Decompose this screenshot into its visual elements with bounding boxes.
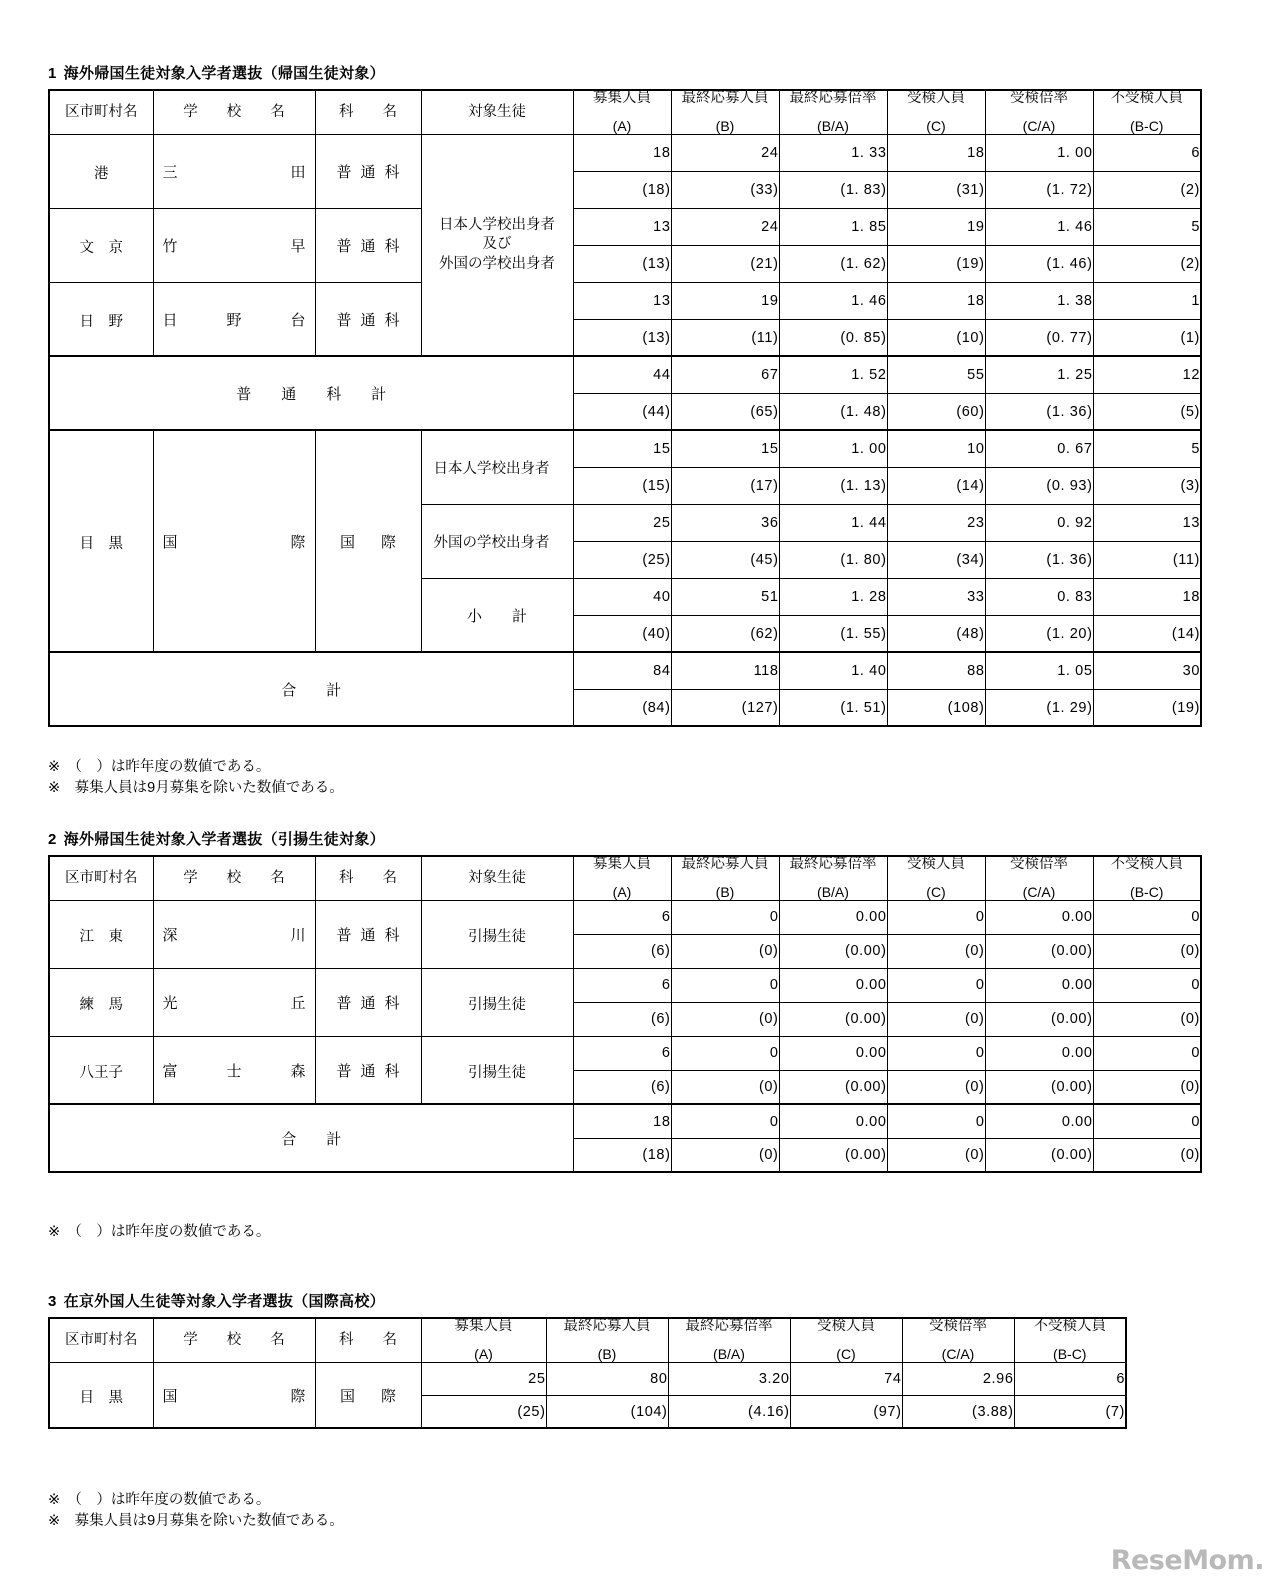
cell-absentees-prev: (3) [1093,467,1201,504]
course-name-text: 普 通 科 [336,163,400,181]
section-3-notes [48,1490,344,1532]
cell-absentees: 0 [1093,1036,1201,1070]
col-municipality: 区市町村名 [49,856,153,900]
table-row [49,134,1201,171]
cell-exam-ratio-prev: (0.00) [985,934,1093,968]
table-total-row [49,652,1201,689]
cell-absentees-prev: (0) [1093,1002,1201,1036]
cell-school-name [153,282,315,356]
cell-capacity-prev: (18) [573,1138,671,1172]
cell-absentees: 0 [1093,900,1201,934]
cell-exam-ratio: 1. 00 [985,134,1093,171]
cell-exam-ratio: 0.00 [985,1104,1093,1138]
cell-exam-ratio: 1. 05 [985,652,1093,689]
col-final-ratio: 最終応募倍率 (B/A) [779,90,887,134]
resemom-watermark [1111,1545,1264,1576]
cell-school-name [153,208,315,282]
cell-ratio: 1. 44 [779,504,887,541]
cell-course-name [315,900,421,968]
cell-applicants-prev: (45) [671,541,779,578]
table-2 [48,855,1202,1173]
cell-examinees: 0 [887,1036,985,1070]
col-exam-ratio: 受検倍率 (C/A) [902,1318,1014,1362]
col-examinees: 受検人員 (C) [887,856,985,900]
cell-absentees-prev: (2) [1093,171,1201,208]
cell-absentees: 6 [1014,1362,1126,1395]
cell-examinees: 18 [887,282,985,319]
school-name-text: 日 野 台 [162,311,306,329]
cell-ratio-prev: (1. 13) [779,467,887,504]
cell-applicants: 0 [671,1104,779,1138]
cell-course-name [315,968,421,1036]
col-school-name: 学 校 名 [153,90,315,134]
course-name-text: 普 通 科 [336,311,400,329]
cell-capacity: 84 [573,652,671,689]
col-absentees: 不受検人員 (B-C) [1093,90,1201,134]
col-target-students: 対象生徒 [421,90,573,134]
cell-capacity-prev: (13) [573,319,671,356]
section-1-title [48,62,1202,89]
section-1-heading: 海外帰国生徒対象入学者選抜（帰国生徒対象） [63,65,385,82]
cell-course-name [315,282,421,356]
cell-exam-ratio: 0.00 [985,900,1093,934]
cell-examinees-prev: (0) [887,934,985,968]
cell-capacity-prev: (13) [573,245,671,282]
cell-municipality: 八王子 [49,1036,153,1104]
col-examinees: 受検人員 (C) [887,90,985,134]
cell-ratio-prev: (1. 80) [779,541,887,578]
cell-examinees-prev: (19) [887,245,985,282]
cell-target-students: 引揚生徒 [421,900,573,968]
cell-ratio-prev: (0.00) [779,1070,887,1104]
cell-applicants-prev: (127) [671,689,779,726]
cell-ratio: 0.00 [779,900,887,934]
note-line: ※ 募集人員は9月募集を除いた数値である。 [48,1513,344,1530]
cell-absentees-prev: (14) [1093,615,1201,652]
cell-ratio-prev: (4.16) [668,1395,790,1428]
course-name-text: 普 通 科 [336,237,400,255]
col-course-name: 科 名 [315,856,421,900]
col-capacity: 募集人員 (A) [421,1318,546,1362]
cell-ratio-prev: (1. 55) [779,615,887,652]
cell-target-students: 日本人学校出身者 [421,430,573,504]
cell-applicants: 118 [671,652,779,689]
cell-exam-ratio-prev: (0.00) [985,1070,1093,1104]
cell-examinees-prev: (60) [887,393,985,430]
school-name-text: 国 際 [162,533,306,551]
col-absentees: 不受検人員 (B-C) [1014,1318,1126,1362]
cell-applicants-prev: (0) [671,934,779,968]
note-line: ※ （ ）は昨年度の数値である。 [48,1492,271,1508]
cell-exam-ratio: 0. 67 [985,430,1093,467]
cell-school-name [153,900,315,968]
school-name-text: 国 際 [162,1387,306,1405]
cell-applicants: 15 [671,430,779,467]
total-label-text: 合 計 [281,681,342,699]
cell-absentees-prev: (11) [1093,541,1201,578]
cell-course-name [315,1362,421,1428]
col-school-name: 学 校 名 [153,856,315,900]
cell-examinees: 74 [790,1362,902,1395]
cell-target-students: 外国の学校出身者 [421,504,573,578]
cell-absentees-prev: (0) [1093,1138,1201,1172]
cell-exam-ratio-prev: (0. 77) [985,319,1093,356]
cell-capacity-prev: (40) [573,615,671,652]
cell-school-name [153,1362,315,1428]
total-label-text: 合 計 [281,1130,342,1148]
cell-examinees-prev: (0) [887,1138,985,1172]
cell-capacity: 40 [573,578,671,615]
note-line: ※ 募集人員は9月募集を除いた数値である。 [48,780,344,797]
cell-examinees: 0 [887,900,985,934]
watermark-text: ReseMom. [1110,1545,1264,1576]
cell-applicants-prev: (0) [671,1002,779,1036]
table-3-header-row [49,1318,1126,1362]
col-school-name: 学 校 名 [153,1318,315,1362]
col-final-ratio: 最終応募倍率 (B/A) [668,1318,790,1362]
cell-applicants: 0 [671,900,779,934]
cell-absentees: 0 [1093,968,1201,1002]
cell-ratio: 1. 52 [779,356,887,393]
cell-exam-ratio: 0.00 [985,968,1093,1002]
cell-exam-ratio: 2.96 [902,1362,1014,1395]
cell-examinees: 0 [887,968,985,1002]
cell-ratio-prev: (1. 83) [779,171,887,208]
cell-exam-ratio-prev: (1. 20) [985,615,1093,652]
cell-absentees: 1 [1093,282,1201,319]
col-absentees: 不受検人員 (B-C) [1093,856,1201,900]
cell-applicants-prev: (65) [671,393,779,430]
cell-capacity: 6 [573,968,671,1002]
subtotal-label-text: 小 計 [466,607,527,625]
cell-absentees: 12 [1093,356,1201,393]
cell-exam-ratio-prev: (0. 93) [985,467,1093,504]
cell-absentees: 18 [1093,578,1201,615]
col-capacity: 募集人員 (A) [573,90,671,134]
cell-exam-ratio: 1. 38 [985,282,1093,319]
cell-course-name [315,430,421,652]
cell-ratio: 1. 46 [779,282,887,319]
cell-applicants: 24 [671,134,779,171]
cell-capacity-prev: (6) [573,1002,671,1036]
col-final-applicants: 最終応募人員 (B) [546,1318,668,1362]
table-row [49,1036,1201,1070]
course-name-text: 普 通 科 [336,926,400,944]
section-2-title [48,828,1202,855]
school-name-text: 三 田 [162,163,306,181]
cell-absentees: 0 [1093,1104,1201,1138]
school-name-text: 深 川 [162,926,306,944]
section-3-title [48,1290,1127,1317]
target-group-text: 日本人学校出身者 及び 外国の学校出身者 [439,216,555,272]
section-2-number: 2 [48,831,57,848]
cell-ratio: 1. 85 [779,208,887,245]
cell-municipality: 日 野 [49,282,153,356]
cell-absentees: 5 [1093,430,1201,467]
cell-capacity: 6 [573,900,671,934]
cell-examinees: 18 [887,134,985,171]
cell-examinees: 88 [887,652,985,689]
cell-applicants-prev: (33) [671,171,779,208]
cell-ratio-prev: (0.00) [779,1002,887,1036]
cell-applicants: 51 [671,578,779,615]
cell-school-name [153,134,315,208]
cell-municipality: 江 東 [49,900,153,968]
cell-exam-ratio-prev: (1. 36) [985,393,1093,430]
cell-capacity: 13 [573,282,671,319]
table-1 [48,89,1202,727]
cell-examinees: 23 [887,504,985,541]
cell-ratio: 1. 00 [779,430,887,467]
cell-examinees: 19 [887,208,985,245]
cell-course-name [315,1036,421,1104]
cell-absentees-prev: (5) [1093,393,1201,430]
col-exam-ratio: 受検倍率 (C/A) [985,90,1093,134]
cell-ratio-prev: (1. 48) [779,393,887,430]
col-final-applicants: 最終応募人員 (B) [671,856,779,900]
cell-ratio: 1. 28 [779,578,887,615]
cell-absentees: 6 [1093,134,1201,171]
cell-applicants: 80 [546,1362,668,1395]
cell-target-group [421,134,573,356]
cell-capacity-prev: (25) [573,541,671,578]
cell-school-name [153,968,315,1036]
cell-exam-ratio-prev: (1. 72) [985,171,1093,208]
course-name-text: 国 際 [339,1387,397,1405]
cell-examinees-prev: (34) [887,541,985,578]
cell-examinees: 55 [887,356,985,393]
cell-total-label [49,652,573,726]
table-3 [48,1317,1127,1429]
cell-school-name [153,430,315,652]
cell-absentees: 30 [1093,652,1201,689]
table-row [49,968,1201,1002]
section-3-heading: 在京外国人生徒等対象入学者選抜（国際高校） [63,1293,385,1310]
cell-municipality: 文 京 [49,208,153,282]
col-final-ratio: 最終応募倍率 (B/A) [779,856,887,900]
cell-ratio: 0.00 [779,1036,887,1070]
course-name-text: 普 通 科 [336,1062,400,1080]
cell-ratio: 1. 33 [779,134,887,171]
section-3-number: 3 [48,1293,57,1310]
cell-examinees-prev: (0) [887,1002,985,1036]
col-municipality: 区市町村名 [49,1318,153,1362]
cell-applicants: 24 [671,208,779,245]
table-row [49,282,1201,319]
cell-capacity-prev: (84) [573,689,671,726]
table-row [49,208,1201,245]
cell-ratio: 3.20 [668,1362,790,1395]
section-1-notes [48,757,344,799]
cell-ratio-prev: (0.00) [779,1138,887,1172]
cell-applicants-prev: (11) [671,319,779,356]
table-subtotal-row [49,356,1201,393]
cell-applicants: 0 [671,968,779,1002]
cell-exam-ratio-prev: (1. 46) [985,245,1093,282]
cell-total-label [49,1104,573,1172]
cell-examinees: 0 [887,1104,985,1138]
cell-municipality: 目 黒 [49,1362,153,1428]
table-row [49,1362,1126,1395]
section-2-heading: 海外帰国生徒対象入学者選抜（引揚生徒対象） [63,831,385,848]
course-name-text: 普 通 科 [336,994,400,1012]
cell-examinees-prev: (14) [887,467,985,504]
cell-examinees-prev: (0) [887,1070,985,1104]
section-3 [48,1290,1127,1429]
cell-capacity-prev: (44) [573,393,671,430]
cell-exam-ratio: 1. 46 [985,208,1093,245]
cell-capacity-prev: (18) [573,171,671,208]
cell-capacity: 18 [573,1104,671,1138]
cell-capacity-prev: (6) [573,934,671,968]
cell-absentees: 5 [1093,208,1201,245]
cell-absentees-prev: (7) [1014,1395,1126,1428]
section-1-number: 1 [48,65,57,82]
cell-course-name [315,134,421,208]
cell-ratio-prev: (1. 51) [779,689,887,726]
cell-applicants: 67 [671,356,779,393]
table-row [49,900,1201,934]
cell-ratio-prev: (1. 62) [779,245,887,282]
cell-absentees: 13 [1093,504,1201,541]
cell-ratio: 1. 40 [779,652,887,689]
table-1-header-row [49,90,1201,134]
col-course-name: 科 名 [315,1318,421,1362]
col-final-applicants: 最終応募人員 (B) [671,90,779,134]
subtotal-label-text: 普 通 科 計 [236,385,387,403]
cell-absentees-prev: (0) [1093,934,1201,968]
cell-target-students [421,578,573,652]
school-name-text: 竹 早 [162,237,306,255]
cell-absentees-prev: (1) [1093,319,1201,356]
cell-applicants-prev: (0) [671,1138,779,1172]
col-municipality: 区市町村名 [49,90,153,134]
cell-capacity: 25 [421,1362,546,1395]
cell-ratio: 0.00 [779,968,887,1002]
cell-capacity: 18 [573,134,671,171]
table-2-header-row [49,856,1201,900]
cell-applicants-prev: (17) [671,467,779,504]
cell-exam-ratio-prev: (1. 29) [985,689,1093,726]
cell-ratio-prev: (0.00) [779,934,887,968]
cell-applicants: 36 [671,504,779,541]
cell-applicants-prev: (104) [546,1395,668,1428]
cell-subtotal-label [49,356,573,430]
cell-absentees-prev: (0) [1093,1070,1201,1104]
cell-municipality: 港 [49,134,153,208]
cell-exam-ratio-prev: (0.00) [985,1002,1093,1036]
section-1 [48,62,1202,727]
cell-exam-ratio-prev: (3.88) [902,1395,1014,1428]
cell-target-students: 引揚生徒 [421,1036,573,1104]
cell-capacity: 13 [573,208,671,245]
cell-exam-ratio: 1. 25 [985,356,1093,393]
col-course-name: 科 名 [315,90,421,134]
col-examinees: 受検人員 (C) [790,1318,902,1362]
cell-ratio: 0.00 [779,1104,887,1138]
cell-examinees: 10 [887,430,985,467]
cell-capacity-prev: (6) [573,1070,671,1104]
cell-capacity: 6 [573,1036,671,1070]
cell-capacity: 44 [573,356,671,393]
note-line: ※ （ ）は昨年度の数値である。 [48,759,271,775]
cell-course-name [315,208,421,282]
cell-examinees-prev: (48) [887,615,985,652]
cell-examinees-prev: (108) [887,689,985,726]
cell-absentees-prev: (2) [1093,245,1201,282]
school-name-text: 富 士 森 [162,1062,306,1080]
cell-examinees-prev: (31) [887,171,985,208]
cell-exam-ratio: 0.00 [985,1036,1093,1070]
cell-applicants: 0 [671,1036,779,1070]
section-2 [48,828,1202,1173]
cell-applicants-prev: (21) [671,245,779,282]
note-line: ※ （ ）は昨年度の数値である。 [48,1224,271,1240]
cell-applicants-prev: (0) [671,1070,779,1104]
cell-capacity-prev: (15) [573,467,671,504]
school-name-text: 光 丘 [162,994,306,1012]
cell-applicants: 19 [671,282,779,319]
table-total-row [49,1104,1201,1138]
cell-examinees-prev: (10) [887,319,985,356]
cell-capacity: 15 [573,430,671,467]
cell-exam-ratio-prev: (1. 36) [985,541,1093,578]
cell-examinees: 33 [887,578,985,615]
cell-capacity-prev: (25) [421,1395,546,1428]
col-capacity: 募集人員 (A) [573,856,671,900]
cell-exam-ratio: 0. 92 [985,504,1093,541]
cell-applicants-prev: (62) [671,615,779,652]
cell-absentees-prev: (19) [1093,689,1201,726]
cell-exam-ratio-prev: (0.00) [985,1138,1093,1172]
cell-ratio-prev: (0. 85) [779,319,887,356]
section-2-notes [48,1222,270,1243]
course-name-text: 国 際 [339,533,397,551]
cell-school-name [153,1036,315,1104]
table-row [49,430,1201,467]
cell-exam-ratio: 0. 83 [985,578,1093,615]
cell-examinees-prev: (97) [790,1395,902,1428]
cell-municipality: 目 黒 [49,430,153,652]
cell-capacity: 25 [573,504,671,541]
col-target-students: 対象生徒 [421,856,573,900]
col-exam-ratio: 受検倍率 (C/A) [985,856,1093,900]
cell-target-students: 引揚生徒 [421,968,573,1036]
cell-municipality: 練 馬 [49,968,153,1036]
